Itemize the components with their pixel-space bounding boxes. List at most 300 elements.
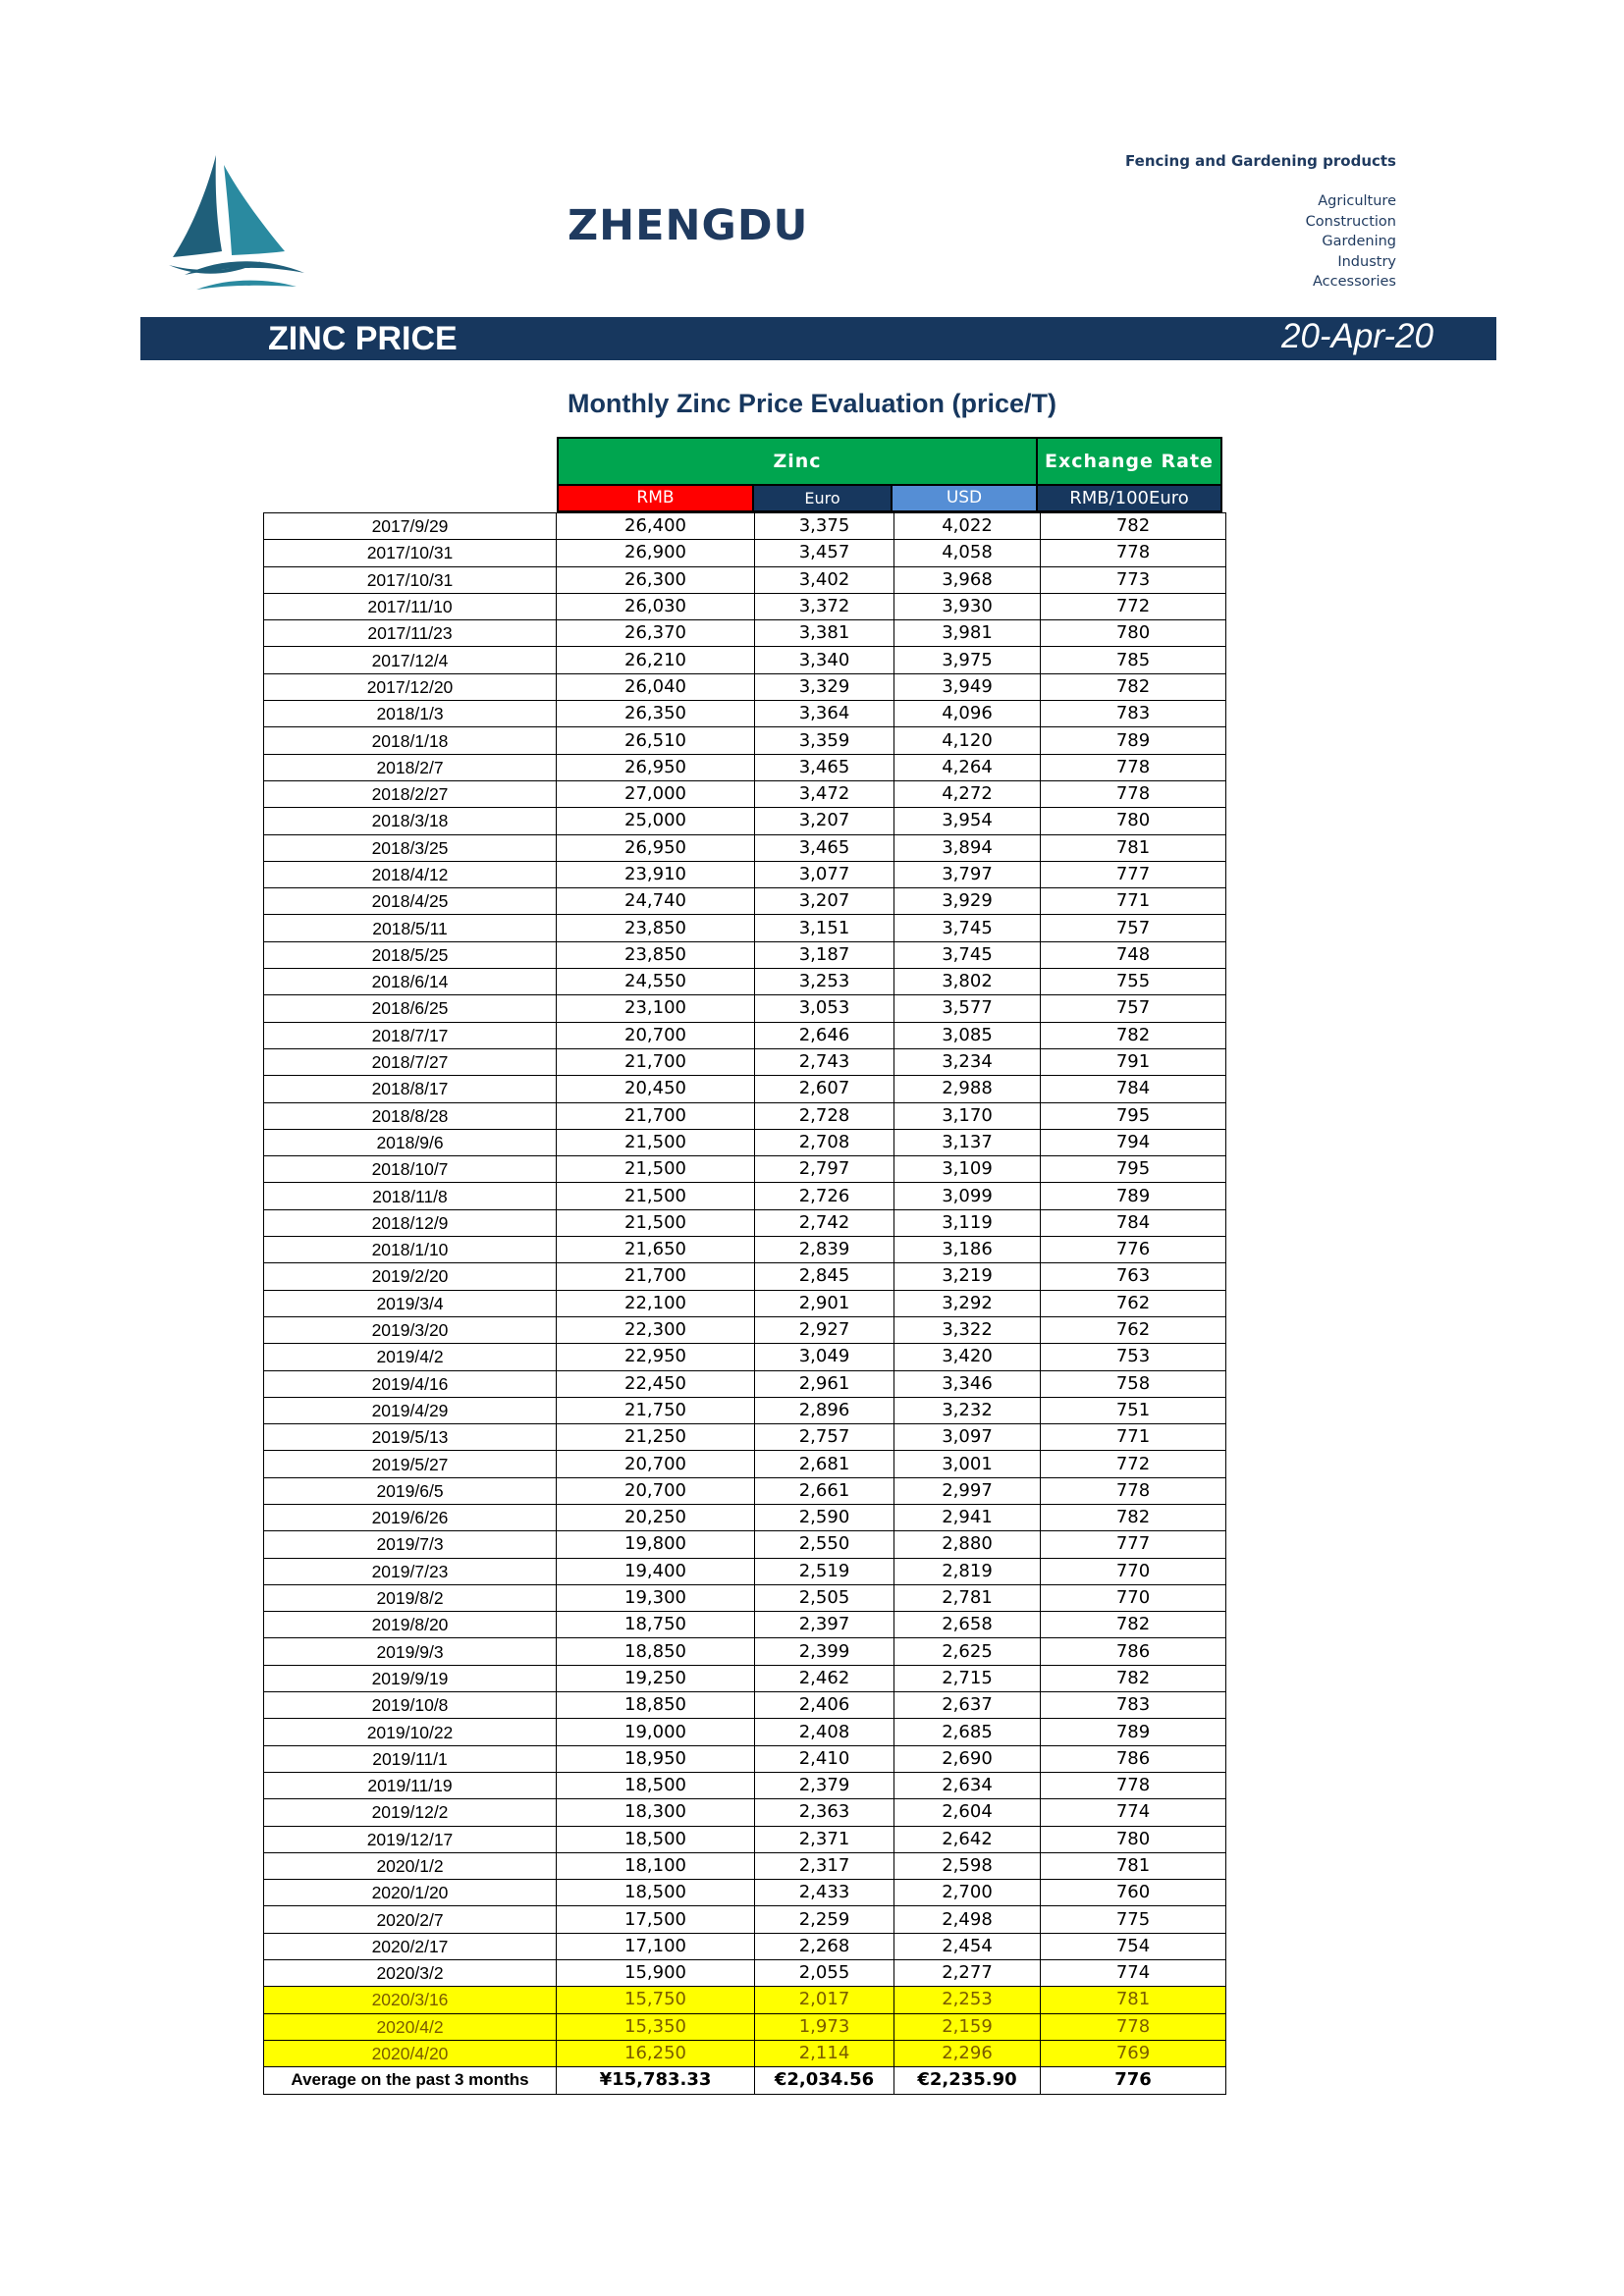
rate-cell: 778	[1041, 540, 1226, 566]
usd-cell: 3,170	[894, 1102, 1041, 1129]
rate-cell: 783	[1041, 701, 1226, 727]
date-cell: 2020/3/16	[264, 1987, 557, 2013]
usd-cell: 3,186	[894, 1237, 1041, 1263]
date-cell: 2018/11/8	[264, 1183, 557, 1209]
rmb-cell: 21,500	[557, 1129, 755, 1155]
table-row	[264, 1558, 1226, 1584]
date-cell: 2019/5/27	[264, 1451, 557, 1477]
rate-cell: 789	[1041, 1719, 1226, 1745]
rmb-cell: 21,250	[557, 1424, 755, 1451]
rmb-cell: 18,500	[557, 1880, 755, 1906]
rate-cell: 778	[1041, 1477, 1226, 1504]
table-row	[264, 620, 1226, 647]
rate-cell: 778	[1041, 1772, 1226, 1798]
rmb-cell: 20,250	[557, 1504, 755, 1530]
table-row	[264, 1209, 1226, 1236]
table-row	[264, 1531, 1226, 1558]
rate-cell: 770	[1041, 1558, 1226, 1584]
date-cell: 2019/4/29	[264, 1397, 557, 1423]
table-row	[264, 1960, 1226, 1987]
rate-cell: 751	[1041, 1397, 1226, 1423]
rmb-cell: 22,450	[557, 1370, 755, 1397]
table-row	[264, 1692, 1226, 1719]
rmb-cell: 19,250	[557, 1665, 755, 1691]
date-cell: 2018/4/12	[264, 861, 557, 887]
euro-cell: 3,151	[755, 915, 894, 941]
usd-cell: 3,797	[894, 861, 1041, 887]
date-cell: 2019/12/2	[264, 1799, 557, 1826]
date-cell: 2018/5/25	[264, 941, 557, 968]
rate-cell: 781	[1041, 1987, 1226, 2013]
euro-column-header: Euro	[754, 486, 893, 512]
table-row	[264, 1477, 1226, 1504]
usd-cell: 3,745	[894, 941, 1041, 968]
date-cell: 2018/3/18	[264, 808, 557, 834]
table-row	[264, 1344, 1226, 1370]
rate-cell: 782	[1041, 673, 1226, 700]
rate-cell: 754	[1041, 1933, 1226, 1959]
rmb-column-header: RMB	[557, 486, 754, 512]
rmb-cell: 26,400	[557, 513, 755, 540]
usd-cell: 3,085	[894, 1022, 1041, 1048]
euro-cell: 2,742	[755, 1209, 894, 1236]
usd-cell: 3,949	[894, 673, 1041, 700]
euro-cell: 3,381	[755, 620, 894, 647]
table-row	[264, 673, 1226, 700]
table-row	[264, 834, 1226, 861]
tagline: Fencing and Gardening products	[1125, 152, 1396, 170]
euro-cell: 2,259	[755, 1906, 894, 1933]
table-row	[264, 1129, 1226, 1155]
usd-cell: 2,454	[894, 1933, 1041, 1959]
table-row	[264, 754, 1226, 780]
category-item: Construction	[1305, 213, 1396, 230]
table-row	[264, 1638, 1226, 1665]
rmb-cell: 18,500	[557, 1772, 755, 1798]
date-cell: 2017/9/29	[264, 513, 557, 540]
table-row	[264, 1799, 1226, 1826]
usd-cell: 2,598	[894, 1852, 1041, 1879]
usd-cell: 2,637	[894, 1692, 1041, 1719]
rmb-cell: 21,700	[557, 1048, 755, 1075]
rate-cell: 776	[1041, 2067, 1226, 2094]
rmb-cell: 18,850	[557, 1638, 755, 1665]
table-row	[264, 1370, 1226, 1397]
date-cell: 2019/7/3	[264, 1531, 557, 1558]
rate-cell: 758	[1041, 1370, 1226, 1397]
rate-cell: 757	[1041, 995, 1226, 1022]
table-row	[264, 1237, 1226, 1263]
rmb-cell: 25,000	[557, 808, 755, 834]
table-row	[264, 861, 1226, 887]
date-cell: 2017/12/4	[264, 647, 557, 673]
table-row	[264, 1451, 1226, 1477]
rmb-cell: 22,950	[557, 1344, 755, 1370]
euro-cell: 3,402	[755, 566, 894, 593]
usd-cell: 4,022	[894, 513, 1041, 540]
usd-cell: 3,577	[894, 995, 1041, 1022]
rate-cell: 780	[1041, 1826, 1226, 1852]
rmb-cell: 18,850	[557, 1692, 755, 1719]
rmb-cell: 26,040	[557, 673, 755, 700]
rate-cell: 782	[1041, 1504, 1226, 1530]
date-cell: 2020/2/17	[264, 1933, 557, 1959]
euro-cell: 3,457	[755, 540, 894, 566]
rmb-cell: 26,950	[557, 834, 755, 861]
table-row	[264, 1719, 1226, 1745]
date-cell: 2018/6/14	[264, 969, 557, 995]
euro-cell: 2,728	[755, 1102, 894, 1129]
usd-cell: 4,264	[894, 754, 1041, 780]
euro-cell: 2,743	[755, 1048, 894, 1075]
table-row	[264, 2040, 1226, 2066]
usd-cell: 2,498	[894, 1906, 1041, 1933]
rmb-cell: 26,210	[557, 647, 755, 673]
usd-cell: 2,634	[894, 1772, 1041, 1798]
date-cell: 2019/5/13	[264, 1424, 557, 1451]
date-cell: 2017/10/31	[264, 566, 557, 593]
table-row	[264, 1665, 1226, 1691]
date-cell: 2019/4/2	[264, 1344, 557, 1370]
euro-cell: 2,017	[755, 1987, 894, 2013]
usd-cell: 2,997	[894, 1477, 1041, 1504]
table-row	[264, 540, 1226, 566]
date-cell: 2019/11/1	[264, 1745, 557, 1772]
date-cell: 2018/3/25	[264, 834, 557, 861]
table-row	[264, 888, 1226, 915]
table-row	[264, 1504, 1226, 1530]
euro-cell: 2,901	[755, 1290, 894, 1316]
euro-cell: 3,207	[755, 808, 894, 834]
euro-cell: 2,726	[755, 1183, 894, 1209]
euro-cell: 3,049	[755, 1344, 894, 1370]
table-row	[264, 1022, 1226, 1048]
euro-cell: 3,253	[755, 969, 894, 995]
usd-cell: 3,219	[894, 1263, 1041, 1290]
date-cell: 2018/10/7	[264, 1156, 557, 1183]
usd-cell: 2,277	[894, 1960, 1041, 1987]
euro-cell: 3,364	[755, 701, 894, 727]
rmb-cell: 27,000	[557, 780, 755, 807]
title-banner	[140, 317, 1496, 360]
euro-cell: 3,329	[755, 673, 894, 700]
price-table	[263, 512, 1226, 2095]
rmb-cell: 21,750	[557, 1397, 755, 1423]
euro-cell: 2,268	[755, 1933, 894, 1959]
rmb-cell: 26,300	[557, 566, 755, 593]
rate-cell: 780	[1041, 808, 1226, 834]
category-item: Agriculture	[1318, 193, 1396, 209]
date-cell: 2019/4/16	[264, 1370, 557, 1397]
euro-cell: 2,845	[755, 1263, 894, 1290]
euro-cell: 2,927	[755, 1316, 894, 1343]
exchange-rate-header: Exchange Rate	[1038, 437, 1222, 486]
rate-cell: 757	[1041, 915, 1226, 941]
date-cell: 2019/3/20	[264, 1316, 557, 1343]
euro-cell: 3,465	[755, 754, 894, 780]
table-row	[264, 647, 1226, 673]
usd-cell: 4,120	[894, 727, 1041, 754]
rmb-cell: 23,850	[557, 915, 755, 941]
rate-cell: 784	[1041, 1209, 1226, 1236]
date-cell: 2018/1/10	[264, 1237, 557, 1263]
euro-cell: 2,505	[755, 1584, 894, 1611]
euro-cell: 3,340	[755, 647, 894, 673]
euro-cell: 2,757	[755, 1424, 894, 1451]
usd-cell: 3,968	[894, 566, 1041, 593]
date-cell: 2017/12/20	[264, 673, 557, 700]
date-cell: 2018/8/17	[264, 1076, 557, 1102]
date-cell: 2018/2/7	[264, 754, 557, 780]
usd-cell: 2,690	[894, 1745, 1041, 1772]
usd-cell: 2,715	[894, 1665, 1041, 1691]
euro-cell: 2,550	[755, 1531, 894, 1558]
rate-cell: 769	[1041, 2040, 1226, 2066]
date-cell: 2017/11/10	[264, 593, 557, 619]
rmb-cell: 21,500	[557, 1209, 755, 1236]
rate-cell: 776	[1041, 1237, 1226, 1263]
rate-cell: 795	[1041, 1102, 1226, 1129]
date-cell: 2018/8/28	[264, 1102, 557, 1129]
rate-cell: 794	[1041, 1129, 1226, 1155]
date-cell: 2019/7/23	[264, 1558, 557, 1584]
usd-cell: 3,930	[894, 593, 1041, 619]
euro-cell: 2,317	[755, 1852, 894, 1879]
table-row	[264, 915, 1226, 941]
table-row	[264, 1316, 1226, 1343]
usd-cell: 3,119	[894, 1209, 1041, 1236]
date-cell: 2020/4/2	[264, 2013, 557, 2040]
date-cell: 2019/6/26	[264, 1504, 557, 1530]
rate-cell: 778	[1041, 754, 1226, 780]
rate-cell: 782	[1041, 1665, 1226, 1691]
rate-cell: 782	[1041, 513, 1226, 540]
usd-cell: 4,096	[894, 701, 1041, 727]
usd-cell: 3,802	[894, 969, 1041, 995]
rate-cell: 780	[1041, 620, 1226, 647]
rmb-cell: 26,030	[557, 593, 755, 619]
rmb-cell: 17,500	[557, 1906, 755, 1933]
rate-cell: 778	[1041, 2013, 1226, 2040]
rmb-cell: 20,700	[557, 1022, 755, 1048]
table-row	[264, 1880, 1226, 1906]
rmb-cell: 22,100	[557, 1290, 755, 1316]
rate-cell: 786	[1041, 1745, 1226, 1772]
table-row	[264, 1772, 1226, 1798]
euro-cell: 3,187	[755, 941, 894, 968]
date-cell: 2020/3/2	[264, 1960, 557, 1987]
rmb-cell: 26,900	[557, 540, 755, 566]
euro-cell: €2,034.56	[755, 2067, 894, 2094]
table-row	[264, 1397, 1226, 1423]
rate-cell: 789	[1041, 1183, 1226, 1209]
table-row	[264, 1745, 1226, 1772]
table-row	[264, 808, 1226, 834]
rate-cell: 781	[1041, 834, 1226, 861]
rmb-cell: ¥15,783.33	[557, 2067, 755, 2094]
usd-cell: 3,894	[894, 834, 1041, 861]
rate-cell: 774	[1041, 1799, 1226, 1826]
euro-cell: 3,053	[755, 995, 894, 1022]
rate-cell: 777	[1041, 1531, 1226, 1558]
usd-cell: €2,235.90	[894, 2067, 1041, 2094]
table-row	[264, 1263, 1226, 1290]
table-row	[264, 995, 1226, 1022]
date-cell: 2019/2/20	[264, 1263, 557, 1290]
euro-cell: 2,397	[755, 1612, 894, 1638]
date-cell: 2019/10/22	[264, 1719, 557, 1745]
date-cell: 2019/6/5	[264, 1477, 557, 1504]
rmb-cell: 21,650	[557, 1237, 755, 1263]
date-cell: 2018/1/3	[264, 701, 557, 727]
table-row	[264, 1906, 1226, 1933]
rate-cell: 762	[1041, 1316, 1226, 1343]
euro-cell: 3,375	[755, 513, 894, 540]
date-cell: 2019/3/4	[264, 1290, 557, 1316]
euro-cell: 3,207	[755, 888, 894, 915]
rmb-cell: 26,350	[557, 701, 755, 727]
rmb-cell: 20,700	[557, 1451, 755, 1477]
rate-cell: 760	[1041, 1880, 1226, 1906]
rmb-cell: 19,300	[557, 1584, 755, 1611]
table-row	[264, 969, 1226, 995]
date-cell: 2017/11/23	[264, 620, 557, 647]
rmb-cell: 19,000	[557, 1719, 755, 1745]
rmb-cell: 22,300	[557, 1316, 755, 1343]
rmb-cell: 21,500	[557, 1183, 755, 1209]
euro-cell: 3,372	[755, 593, 894, 619]
usd-column-header: USD	[893, 486, 1038, 512]
usd-cell: 3,234	[894, 1048, 1041, 1075]
rate-cell: 789	[1041, 727, 1226, 754]
date-cell: 2019/9/19	[264, 1665, 557, 1691]
euro-cell: 1,973	[755, 2013, 894, 2040]
date-cell: 2019/12/17	[264, 1826, 557, 1852]
brand-name: ZHENGDU	[568, 201, 809, 250]
rate-cell: 762	[1041, 1290, 1226, 1316]
rmb-cell: 16,250	[557, 2040, 755, 2066]
rate-cell: 755	[1041, 969, 1226, 995]
rmb-cell: 18,750	[557, 1612, 755, 1638]
date-cell: 2017/10/31	[264, 540, 557, 566]
date-cell: 2018/4/25	[264, 888, 557, 915]
table-row	[264, 1612, 1226, 1638]
euro-cell: 2,379	[755, 1772, 894, 1798]
euro-cell: 2,408	[755, 1719, 894, 1745]
usd-cell: 2,819	[894, 1558, 1041, 1584]
table-row	[264, 593, 1226, 619]
rate-cell: 748	[1041, 941, 1226, 968]
date-cell: 2019/9/3	[264, 1638, 557, 1665]
table-row	[264, 1048, 1226, 1075]
date-cell: 2020/4/20	[264, 2040, 557, 2066]
table-row	[264, 513, 1226, 540]
rmb-cell: 17,100	[557, 1933, 755, 1959]
euro-cell: 2,363	[755, 1799, 894, 1826]
euro-cell: 2,797	[755, 1156, 894, 1183]
rmb-cell: 15,750	[557, 1987, 755, 2013]
euro-cell: 2,961	[755, 1370, 894, 1397]
date-cell: 2019/10/8	[264, 1692, 557, 1719]
date-cell: 2018/2/27	[264, 780, 557, 807]
euro-cell: 2,406	[755, 1692, 894, 1719]
euro-cell: 2,896	[755, 1397, 894, 1423]
usd-cell: 3,975	[894, 647, 1041, 673]
usd-cell: 2,642	[894, 1826, 1041, 1852]
rmb-cell: 18,100	[557, 1852, 755, 1879]
rate-cell: 772	[1041, 593, 1226, 619]
euro-cell: 2,661	[755, 1477, 894, 1504]
rmb-cell: 15,900	[557, 1960, 755, 1987]
rate-cell: 753	[1041, 1344, 1226, 1370]
banner-date: 20-Apr-20	[1280, 317, 1434, 355]
rmb-cell: 24,550	[557, 969, 755, 995]
euro-cell: 2,708	[755, 1129, 894, 1155]
rmb-cell: 23,910	[557, 861, 755, 887]
usd-cell: 3,322	[894, 1316, 1041, 1343]
table-subtitle: Monthly Zinc Price Evaluation (price/T)	[567, 389, 1057, 418]
usd-cell: 2,625	[894, 1638, 1041, 1665]
rate-cell: 777	[1041, 861, 1226, 887]
rate-cell: 771	[1041, 1424, 1226, 1451]
table-row	[264, 2013, 1226, 2040]
banner-title: ZINC PRICE	[268, 320, 458, 357]
euro-cell: 2,055	[755, 1960, 894, 1987]
date-cell: 2018/12/9	[264, 1209, 557, 1236]
euro-cell: 2,590	[755, 1504, 894, 1530]
table-row	[264, 780, 1226, 807]
category-list	[1306, 191, 1396, 293]
category-item: Gardening	[1322, 234, 1396, 249]
sailboat-logo-icon	[167, 147, 314, 304]
rmb-cell: 21,500	[557, 1156, 755, 1183]
rate-cell: 763	[1041, 1263, 1226, 1290]
table-row	[264, 941, 1226, 968]
table-row	[264, 1424, 1226, 1451]
usd-cell: 3,137	[894, 1129, 1041, 1155]
usd-cell: 3,232	[894, 1397, 1041, 1423]
euro-cell: 2,462	[755, 1665, 894, 1691]
rate-cell: 781	[1041, 1852, 1226, 1879]
date-cell: 2018/7/17	[264, 1022, 557, 1048]
table-row	[264, 1156, 1226, 1183]
euro-cell: 2,399	[755, 1638, 894, 1665]
rmb-cell: 15,350	[557, 2013, 755, 2040]
category-item: Industry	[1337, 253, 1396, 270]
rate-cell: 775	[1041, 1906, 1226, 1933]
rmb-cell: 23,100	[557, 995, 755, 1022]
date-cell: 2018/1/18	[264, 727, 557, 754]
table-row	[264, 1933, 1226, 1959]
rmb-cell: 21,700	[557, 1102, 755, 1129]
rmb-cell: 21,700	[557, 1263, 755, 1290]
usd-cell: 2,941	[894, 1504, 1041, 1530]
rate-cell: 795	[1041, 1156, 1226, 1183]
rmb-cell: 26,510	[557, 727, 755, 754]
euro-cell: 2,519	[755, 1558, 894, 1584]
rmb-cell: 26,950	[557, 754, 755, 780]
date-cell: 2019/8/2	[264, 1584, 557, 1611]
table-row	[264, 727, 1226, 754]
rate-cell: 770	[1041, 1584, 1226, 1611]
euro-cell: 2,681	[755, 1451, 894, 1477]
usd-cell: 4,272	[894, 780, 1041, 807]
table-row	[264, 1076, 1226, 1102]
euro-cell: 2,114	[755, 2040, 894, 2066]
rate-cell: 773	[1041, 566, 1226, 593]
date-cell: 2018/7/27	[264, 1048, 557, 1075]
rate-cell: 791	[1041, 1048, 1226, 1075]
